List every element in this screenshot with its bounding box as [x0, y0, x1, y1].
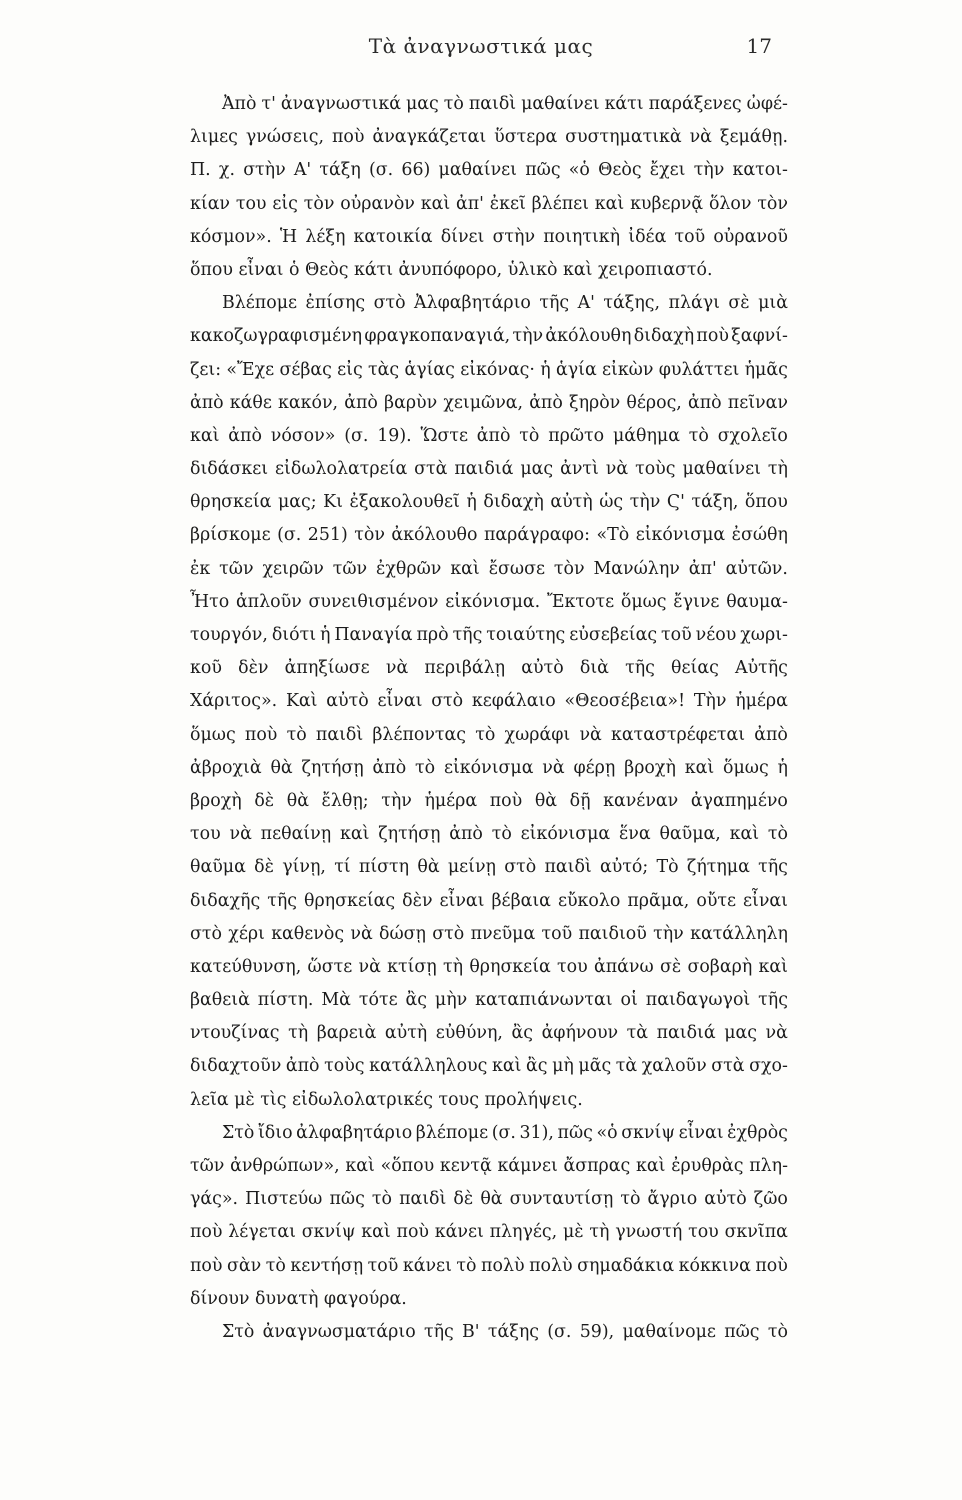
text-line: Βλέπομε ἐπίσης στὸ Ἀλφαβητάριο τῆς Α' τάξης, πλάγι σὲ μιὰ: [222, 293, 788, 314]
text-line: ποὺ σὰν τὸ κεντήσῃ τοῦ κάνει τὸ πολὺ πολὺ σημαδάκια κόκκινα ποὺ: [190, 1255, 788, 1276]
text-line: στὸ χέρι καθενὸς νὰ δώσῃ στὸ πνεῦμα τοῦ παιδιοῦ τὴν κατάλληλη: [190, 923, 788, 944]
text-line: ὅπου εἶναι ὁ Θεὸς κάτι ἀνυπόφορο, ὑλικὸ καὶ χειροπιαστό.: [190, 259, 713, 280]
text-line: διδαχῆς τῆς θρησκείας δὲν εἶναι βέβαια εὔκολο πρᾶμα, οὔτε εἶναι: [190, 890, 788, 911]
text-line: κόσμον». Ἡ λέξη κατοικία δίνει στὴν ποιητικὴ ἰδέα τοῦ οὐρανοῦ: [190, 226, 788, 247]
page-number: 17: [746, 34, 772, 58]
text-line: κακοζωγραφισμένη φραγκοπαναγιά, τὴν ἀκόλουθη διδαχὴ ποὺ ξαφνί-: [190, 326, 788, 347]
text-line: κοῦ δὲν ἀπηξίωσε νὰ περιβάλῃ αὐτὸ διὰ τῆς θείας Αὐτῆς: [190, 658, 788, 679]
text-line: λιμες γνώσεις, ποὺ ἀναγκάζεται ὕστερα συστηματικὰ νὰ ξεμάθῃ.: [190, 127, 788, 148]
running-title: Τὰ ἀναγνωστικά μας: [368, 34, 594, 58]
text-line: κατεύθυνση, ὥστε νὰ κτίσῃ τὴ θρησκεία του ἀπάνω σὲ σοβαρὴ καὶ: [190, 956, 788, 977]
text-line: Π. χ. στὴν Α' τάξη (σ. 66) μαθαίνει πῶς «ὁ Θεὸς ἔχει τὴν κατοι-: [190, 160, 788, 181]
text-line: ἀβροχιὰ θὰ ζητήσῃ ἀπὸ τὸ εἰκόνισμα νὰ φέρῃ βροχὴ καὶ ὅμως ἡ: [190, 757, 788, 778]
text-line: Χάριτος». Καὶ αὐτὸ εἶναι στὸ κεφάλαιο «Θεοσέβεια»! Τὴν ἡμέρα: [190, 691, 788, 712]
text-line: διδαχτοῦν ἀπὸ τοὺς κατάλληλους καὶ ἂς μὴ μᾶς τὰ χαλοῦν στὰ σχο-: [190, 1056, 788, 1077]
text-line: ποὺ λέγεται σκνίψ καὶ ποὺ κάνει πληγές, μὲ τὴ γνωστή του σκνῖπα: [190, 1222, 788, 1243]
text-line: τουργόν, διότι ἡ Παναγία πρὸ τῆς τοιαύτης εὐσεβείας τοῦ νέου χωρι-: [190, 625, 788, 645]
text-line: βροχὴ δὲ θὰ ἔλθῃ; τὴν ἡμέρα ποὺ θὰ δῇ κανέναν ἀγαπημένο: [190, 790, 788, 811]
text-line: ἐκ τῶν χειρῶν τῶν ἐχθρῶν καὶ ἔσωσε τὸν Μανώλην ἀπ' αὐτῶν.: [190, 558, 788, 579]
text-line: Ἦτο ἁπλοῦν συνειθισμένον εἰκόνισμα. Ἔκτοτε ὅμως ἔγινε θαυμα-: [190, 591, 788, 612]
text-line: βρίσκομε (σ. 251) τὸν ἀκόλουθο παράγραφο: «Τὸ εἰκόνισμα ἐσώθη: [190, 525, 788, 546]
text-line: Στὸ ἀναγνωσματάριο τῆς Β' τάξης (σ. 59), μαθαίνομε πῶς τὸ: [222, 1321, 788, 1342]
text-line: γάς». Πιστεύω πῶς τὸ παιδὶ δὲ θὰ συνταυτίσῃ τὸ ἄγριο αὐτὸ ζῶο: [190, 1189, 788, 1210]
text-line: Στὸ ἴδιο ἀλφαβητάριο βλέπομε (σ. 31), πῶς «ὁ σκνίψ εἶναι ἐχθρὸς: [222, 1122, 788, 1143]
text-line: ὅμως ποὺ τὸ παιδὶ βλέποντας τὸ χωράφι νὰ καταστρέφεται ἀπὸ: [190, 724, 788, 745]
text-line: του νὰ πεθαίνῃ καὶ ζητήσῃ ἀπὸ τὸ εἰκόνισμα ἕνα θαῦμα, καὶ τὸ: [190, 824, 788, 845]
text-line: λεῖα μὲ τὶς εἰδωλολατρικές τους προλήψεις.: [190, 1089, 583, 1110]
text-line: κίαν του εἰς τὸν οὐρανὸν καὶ ἀπ' ἐκεῖ βλέπει καὶ κυβερνᾷ ὅλον τὸν: [190, 193, 788, 214]
text-line: ντουζίνας τὴ βαρειὰ αὐτὴ εὐθύνη, ἂς ἀφήνουν τὰ παιδιά μας νὰ: [190, 1023, 788, 1044]
text-line: διδάσκει εἰδωλολατρεία στὰ παιδιά μας ἀντὶ νὰ τοὺς μαθαίνει τὴ: [190, 459, 788, 480]
text-line: θρησκεία μας; Κι ἐξακολουθεῖ ἡ διδαχὴ αὐτὴ ὡς τὴν Ϛ' τάξη, ὅπου: [190, 492, 788, 513]
text-line: βαθειὰ πίστη. Μὰ τότε ἂς μὴν καταπιάνωνται οἱ παιδαγωγοὶ τῆς: [190, 990, 788, 1011]
body-text: [190, 88, 788, 1349]
page-header: [0, 34, 962, 64]
text-line: δίνουν δυνατὴ φαγούρα.: [190, 1288, 407, 1309]
text-line: ζει: «Ἔχε σέβας εἰς τὰς ἁγίας εἰκόνας· ἡ ἁγία εἰκὼν φυλάττει ἡμᾶς: [190, 359, 788, 380]
text-line: τῶν ἀνθρώπων», καὶ «ὅπου κεντᾷ κάμνει ἄσπρας καὶ ἐρυθρὰς πλη-: [190, 1156, 788, 1176]
text-line: ἀπὸ κάθε κακόν, ἀπὸ βαρὺν χειμῶνα, ἀπὸ ξηρὸν θέρος, ἀπὸ πεῖναν: [190, 392, 788, 413]
text-line: καὶ ἀπὸ νόσον» (σ. 19). Ὥστε ἀπὸ τὸ πρῶτο μάθημα τὸ σχολεῖο: [190, 425, 788, 446]
text-line: Ἀπὸ τ' ἀναγνωστικά μας τὸ παιδὶ μαθαίνει κάτι παράξενες ὠφέ-: [222, 94, 788, 114]
text-line: θαῦμα δὲ γίνῃ, τί πίστη θὰ μείνῃ στὸ παιδὶ αὐτό; Τὸ ζήτημα τῆς: [190, 857, 788, 878]
